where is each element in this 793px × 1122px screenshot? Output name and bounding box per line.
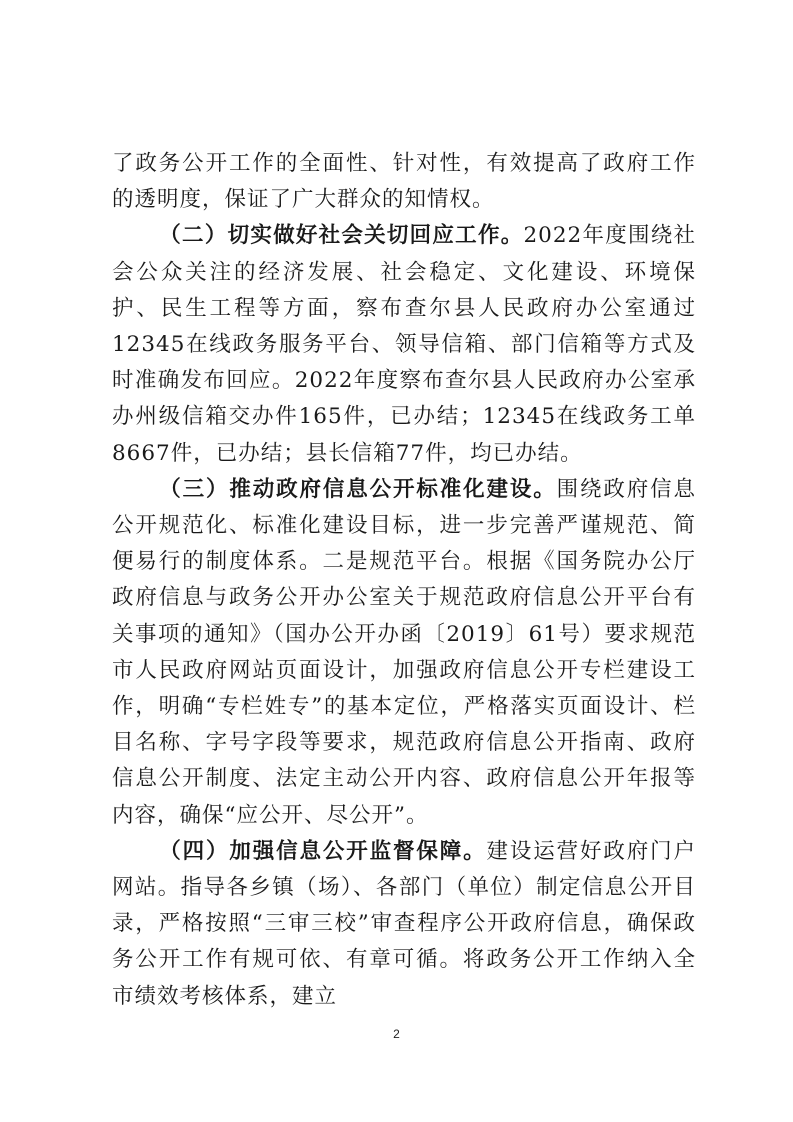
section-heading: （二）切实做好社会关切回应工作。 bbox=[159, 223, 524, 249]
paragraph-text: 建设运营好政府门户网站。指导各乡镇（场）、各部门（单位）制定信息公开目录，严格按照“三审三校”审查程序公开政府信息，确保政务公开工作有规可依、有章可循。将政务公开工作纳入全市绩效考核体系，建立 bbox=[112, 838, 696, 1009]
page-number: 2 bbox=[393, 1027, 400, 1041]
paragraph-supervision bbox=[112, 834, 696, 1015]
section-heading: （四）加强信息公开监督保障。 bbox=[159, 838, 487, 864]
paragraph-continuation bbox=[112, 146, 696, 218]
paragraph-text: 2022年度围绕社会公众关注的经济发展、社会稳定、文化建设、环境保护、民生工程等方面，察布查尔县人民政府办公室通过12345在线政务服务平台、领导信箱、部门信箱等方式及时准确发布回应。2022年度察布查尔县人民政府办公室承办州级信箱交办件165件，已办结；12345在线政务工单8667件，已办结；县长信箱77件，均已办结。 bbox=[112, 223, 696, 466]
document-body bbox=[112, 146, 696, 1015]
paragraph-standardization bbox=[112, 472, 696, 834]
section-heading: （三）推动政府信息公开标准化建设。 bbox=[159, 476, 557, 502]
paragraph-social-concern-response bbox=[112, 218, 696, 471]
paragraph-text: 围绕政府信息公开规范化、标准化建设目标，进一步完善严谨规范、简便易行的制度体系。二是规范平台。根据《国务院办公厅政府信息与政务公开办公室关于规范政府信息公开平台有关事项的通知》（国办公开办函〔2019〕61号）要求规范市人民政府网站页面设计，加强政府信息公开专栏建设工作，明确“专栏姓专”的基本定位，严格落实页面设计、栏目名称、字号字段等要求，规范政府信息公开指南、政府信息公开制度、法定主动公开内容、政府信息公开年报等内容，确保“应公开、尽公开”。 bbox=[112, 476, 696, 828]
paragraph-text: 了政务公开工作的全面性、针对性，有效提高了政府工作的透明度，保证了广大群众的知情权。 bbox=[112, 151, 696, 213]
